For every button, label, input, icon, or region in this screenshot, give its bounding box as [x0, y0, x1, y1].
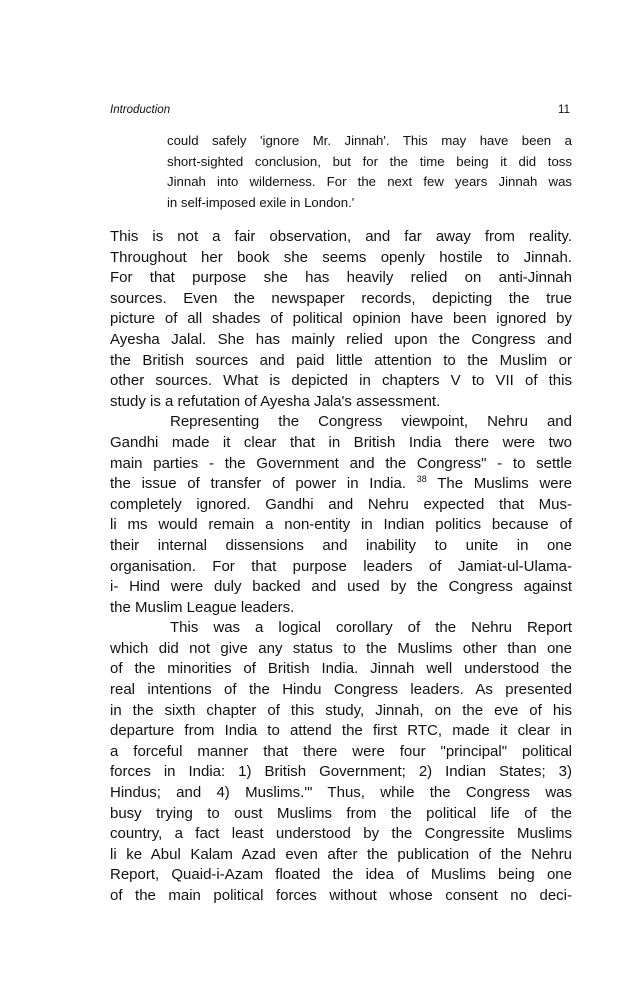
text-line: a forceful manner that there were four "principal" political — [110, 742, 572, 760]
text-line: For that purpose she has heavily relied on anti-Jinnah — [110, 269, 572, 287]
body-text — [110, 227, 572, 907]
chapter-title: Introduction — [110, 104, 171, 116]
text-line: Gandhi made it clear that in British India there were two — [110, 433, 572, 451]
text-line: Ayesha Jalal. She has mainly relied upon the Congress and — [110, 330, 572, 348]
text-line: forces in India: 1) British Government; 2) Indian States; 3) — [110, 763, 572, 781]
text-line: Report, Quaid-i-Azam floated the idea of Muslims being one — [110, 866, 572, 884]
text-line: the Muslim League leaders. — [110, 598, 295, 616]
text-line: Throughout her book she seems openly hostile to Jinnah. — [110, 248, 572, 266]
text-segment: The Muslims were — [437, 475, 572, 493]
text-line: departure from India to attend the first RTC, made it clear in — [110, 722, 572, 740]
quote-line: short-sighted conclusion, but for the time being it did toss — [167, 153, 572, 169]
text-line: completely ignored. Gandhi and Nehru expected that Mus- — [110, 495, 572, 513]
text-line: i- Hind were duly backed and used by the Congress against — [110, 578, 572, 596]
text-line: sources. Even the newspaper records, depicting the true — [110, 289, 572, 307]
footnote-reference: 38 — [416, 474, 427, 485]
text-line: This was a logical corollary of the Nehru Report — [170, 619, 572, 637]
block-quote — [167, 131, 572, 213]
text-line: organisation. For that purpose leaders of Jamiat-ul-Ulama- — [110, 557, 572, 575]
text-line: their internal dissensions and inability to unite in one — [110, 536, 572, 554]
page-number: 11 — [558, 104, 570, 116]
text-line: other sources. What is depicted in chapters V to VII of this — [110, 372, 572, 390]
text-line: study is a refutation of Ayesha Jala's assessment. — [110, 392, 441, 410]
text-line: li ke Abul Kalam Azad even after the publication of the Nehru — [110, 845, 572, 863]
text-line: busy trying to oust Muslims from the political life of the — [110, 804, 572, 822]
quote-line: Jinnah into wilderness. For the next few years Jinnah was — [167, 174, 572, 189]
text-line: in the sixth chapter of this study, Jinnah, on the eve of his — [110, 701, 572, 719]
text-line: Representing the Congress viewpoint, Nehru and — [170, 413, 572, 431]
quote-line: in self-imposed exile in London.' — [167, 194, 355, 210]
text-line: of the main political forces without whose consent no deci- — [110, 887, 572, 904]
text-segment: the issue of transfer of power in India. — [110, 475, 406, 493]
text-line: This is not a fair observation, and far away from reality. — [110, 228, 572, 245]
text-line: of the minorities of British India. Jinnah well understood the — [110, 660, 572, 678]
text-line: real intentions of the Hindu Congress leaders. As presented — [110, 681, 572, 699]
running-head — [110, 104, 570, 120]
text-line: picture of all shades of political opinion have been ignored by — [110, 310, 572, 328]
text-line: main parties - the Government and the Congress" - to settle — [110, 454, 572, 472]
text-line: country, a fact least understood by the Congressite Muslims — [110, 825, 572, 843]
quote-line: could safely 'ignore Mr. Jinnah'. This may have been a — [167, 133, 572, 148]
text-line-with-footnote — [110, 474, 572, 495]
text-line: Hindus; and 4) Muslims.'" Thus, while the Congress was — [110, 784, 572, 802]
text-line: li ms would remain a non-entity in Indian politics because of — [110, 516, 572, 534]
text-line: the British sources and paid little attention to the Muslim or — [110, 351, 572, 369]
text-line: which did not give any status to the Muslims other than one — [110, 639, 572, 657]
